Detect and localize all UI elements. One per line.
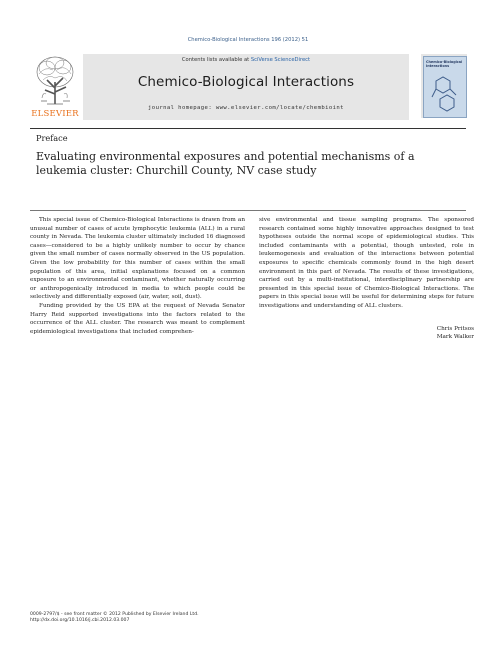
journal-name: Chemico-Biological Interactions (137, 74, 355, 90)
journal-masthead (30, 54, 466, 126)
contents-prefix: Contents lists available at (181, 57, 251, 63)
journal-cover (421, 54, 467, 118)
body-paragraph: Funding provided by the US EPA at the request of Nevada Senator Harry Reid supported investigations into the factors related to the occurrence of the ALL cluster. The research was meant to complement epidemiological investigations that included comprehen- (30, 302, 245, 335)
elsevier-logo (30, 54, 80, 122)
article-title: Evaluating environmental exposures and potential mechanisms of a leukemia cluster: Churchill County, NV case study (36, 150, 415, 177)
article-section-label: Preface (36, 133, 68, 143)
cover-thumbnail (423, 56, 467, 118)
article-footer (30, 612, 330, 625)
copyright-line: 0009-2797/$ - see front matter © 2012 Published by Elsevier Ireland Ltd. (30, 612, 199, 617)
body-paragraph: This special issue of Chemico-Biological Interactions is drawn from an unusual number of cases of acute lymphocytic leukemia (ALL) in a rural county in Nevada. The leukemia cluster ultimately included 16 diagnosed cases—considered to be a highly unlikely number to occur by chance given the small number of cases normally observed in the US population. Given the low probability for this number of cases within the small population of this area, initial explanations focused on a common exposure to an environmental contaminant, whether naturally occurring or anthropogenically introduced in media to which people could be selectively and differentially exposed (air, water, soil, dust). (30, 217, 245, 301)
contents-availability (83, 57, 409, 63)
body-paragraph: sive environmental and tissue sampling programs. The sponsored research contained some highly innovative approaches designed to test hypotheses outside the normal scope of epidemiological studies. This included contaminants with a potential, though untested, role in leukemogenesis and evaluation of the interactions between potential exposures to specific chemicals commonly found in the high desert environment in this part of Nevada. The results of these investigations, carried out by a multi-institutional, interdisciplinary partnership are presented in this special issue of Chemico-Biological Interactions. The papers in this special issue will be useful for determining steps for future investigations and understanding of ALL clusters. (259, 217, 474, 309)
article-body (30, 216, 474, 396)
molecule-icon (428, 75, 462, 115)
elsevier-wordmark: ELSEVIER (31, 109, 79, 119)
journal-banner (83, 54, 409, 120)
elsevier-tree-icon (33, 54, 77, 106)
author-name: Chris Pritsos (436, 325, 474, 332)
sciencedirect-link[interactable]: SciVerse ScienceDirect (250, 57, 311, 63)
journal-citation: Chemico-Biological Interactions 196 (2012) 51 (187, 37, 309, 43)
title-divider (30, 210, 466, 211)
cover-title: Chemico-Biological Interactions (426, 60, 463, 68)
masthead-divider (30, 128, 466, 129)
body-column-right (259, 216, 474, 342)
doi-link[interactable]: http://dx.doi.org/10.1016/j.cbi.2012.03.007 (30, 618, 130, 624)
author-name: Mark Walker (436, 334, 474, 341)
body-column-left (30, 216, 245, 336)
journal-homepage[interactable]: journal homepage: www.elsevier.com/locate/chembioint (148, 105, 344, 111)
author-signatures (259, 325, 474, 342)
